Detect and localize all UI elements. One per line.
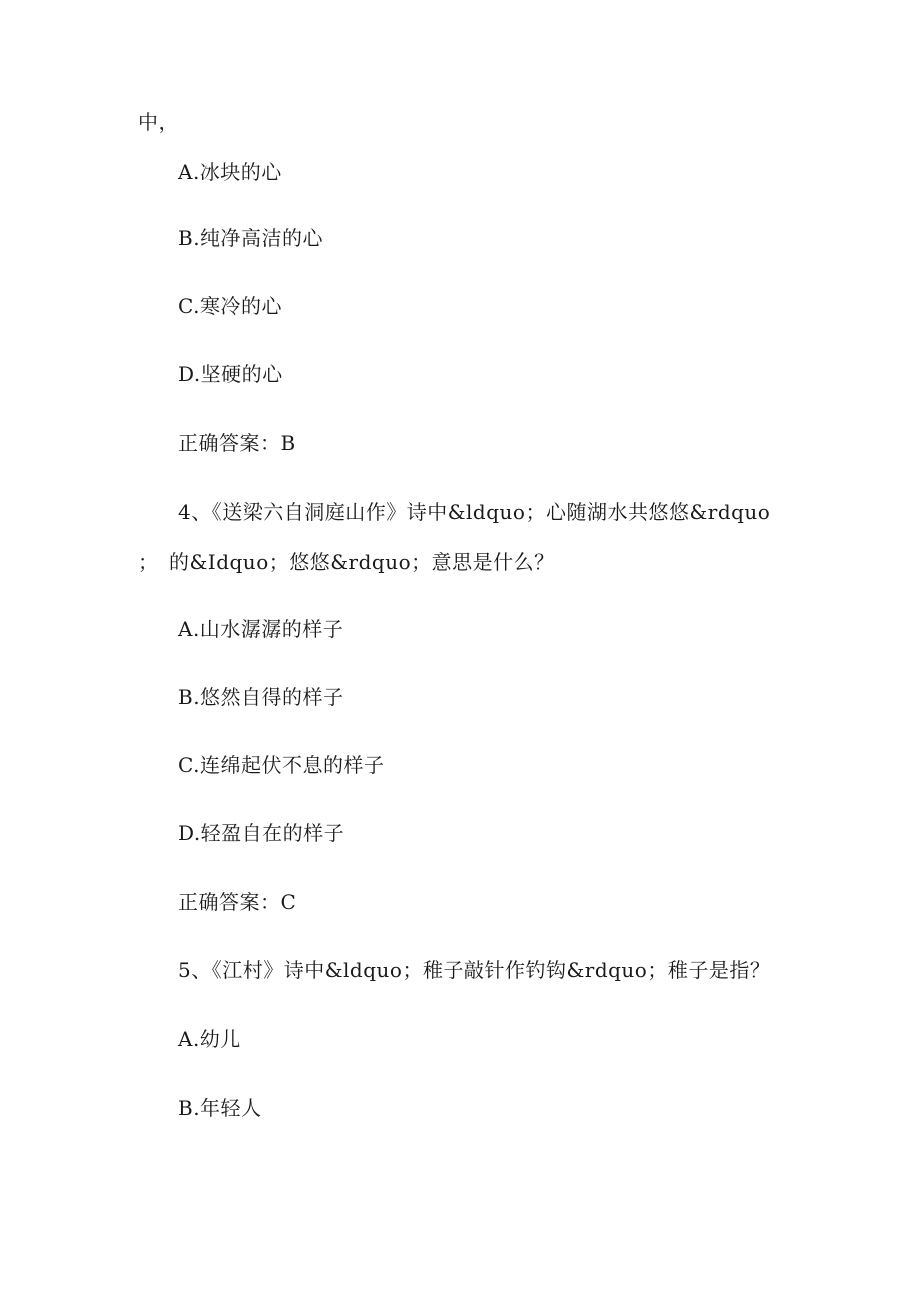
question-3-answer: 正确答案：B [178,431,296,455]
question-3-option-a: A.冰块的心 [178,160,282,184]
question-5-option-a: A.幼儿 [178,1027,241,1051]
question-3-option-d: D.坚硬的心 [178,362,283,386]
question-4-line-2: ； 的&Idquo；悠悠&rdquo；意思是什么？ [138,550,555,574]
question-3-option-c: C.寒冷的心 [178,294,282,318]
question-4-option-c: C.连绵起伏不息的样子 [178,753,385,777]
question-4-option-b: B.悠然自得的样子 [178,685,344,709]
question-5-text: 5、《江村》诗中&ldquo；稚子敲针作钓钩&rdquo；稚子是指？ [178,958,771,982]
question-4-line-1: 4、《送梁六自洞庭山作》诗中&ldquo；心随湖水共悠悠&rdquo [178,500,771,524]
question-4-option-a: A.山水潺潺的样子 [178,617,344,641]
question-3-tail: 中， [138,110,179,134]
question-5-option-b: B.年轻人 [178,1096,262,1120]
question-4-answer: 正确答案：C [178,890,297,914]
question-3-option-b: B.纯净高洁的心 [178,226,324,250]
question-4-option-d: D.轻盈自在的样子 [178,821,345,845]
